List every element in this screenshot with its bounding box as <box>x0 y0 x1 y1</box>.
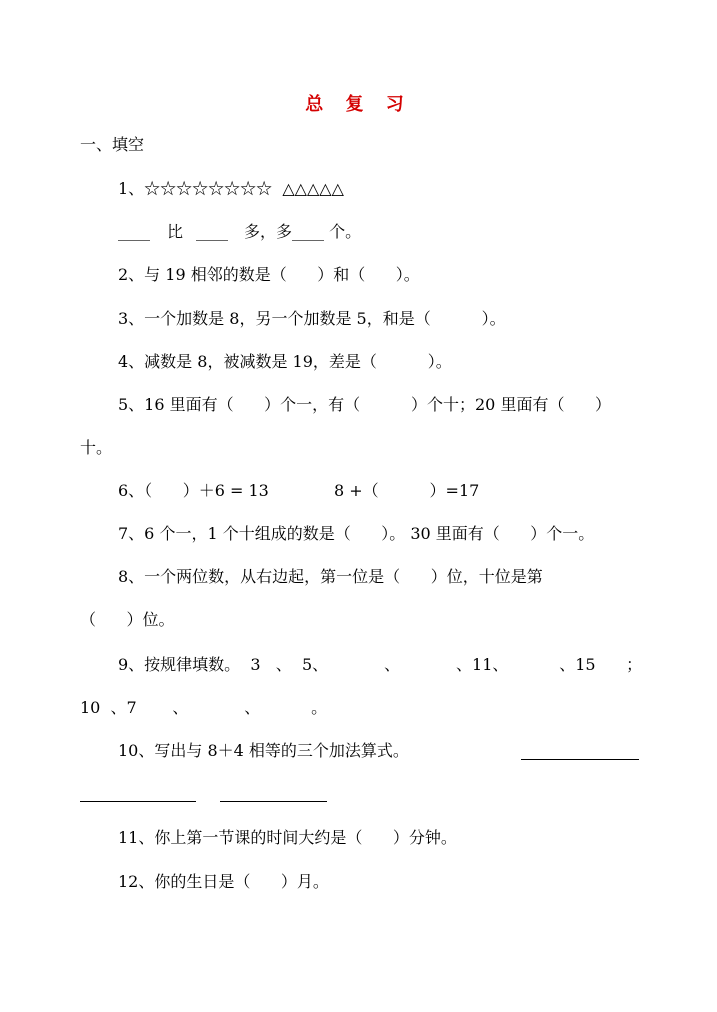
question-4: 4、减数是 8，被减数是 19，差是（ ）。 <box>118 352 452 371</box>
question-6-part-b: 8 +（ ）=17 <box>334 481 480 500</box>
question-11: 11、你上第一节课的时间大约是（ ）分钟。 <box>118 828 457 847</box>
question-1-shapes: 1、☆☆☆☆☆☆☆☆ △△△△△ <box>118 179 344 198</box>
question-6-part-a: 6、（ ）＋6 = 13 <box>118 481 269 500</box>
question-8-line-1: 8、一个两位数，从右边起，第一位是（ ）位，十位是第 <box>118 567 543 586</box>
question-8-line-2: （ ）位。 <box>80 610 175 629</box>
question-7: 7、6 个一，1 个十组成的数是（ ）。 30 里面有（ ）个一。 <box>118 524 595 543</box>
question-1-tail: 多，多____ 个。 <box>244 222 362 241</box>
page-title: 总 复 习 <box>305 94 412 115</box>
answer-line-2 <box>80 801 196 802</box>
question-1-blank-b: ____ <box>196 222 228 241</box>
question-1-blank-a: ____ <box>118 222 150 241</box>
question-5-line-2: 十。 <box>80 438 113 457</box>
answer-line-1 <box>521 759 639 760</box>
question-12: 12、你的生日是（ ）月。 <box>118 872 329 891</box>
section-heading: 一、填空 <box>80 135 145 154</box>
answer-line-3 <box>220 801 327 802</box>
question-2: 2、与 19 相邻的数是（ ）和（ ）。 <box>118 265 420 284</box>
question-9-line-2: 10 、7 、 、 。 <box>80 698 328 717</box>
question-5-line-1: 5、16 里面有（ ）个一，有（ ）个十；20 里面有（ ） <box>118 395 611 414</box>
question-3: 3、一个加数是 8，另一个加数是 5，和是（ ）。 <box>118 309 506 328</box>
question-10: 10、写出与 8＋4 相等的三个加法算式。 <box>118 741 409 760</box>
question-1-compare: 比 <box>167 222 184 241</box>
question-9-line-1: 9、按规律填数。 3 、 5、 、 、11、 、15 ； <box>118 655 643 674</box>
